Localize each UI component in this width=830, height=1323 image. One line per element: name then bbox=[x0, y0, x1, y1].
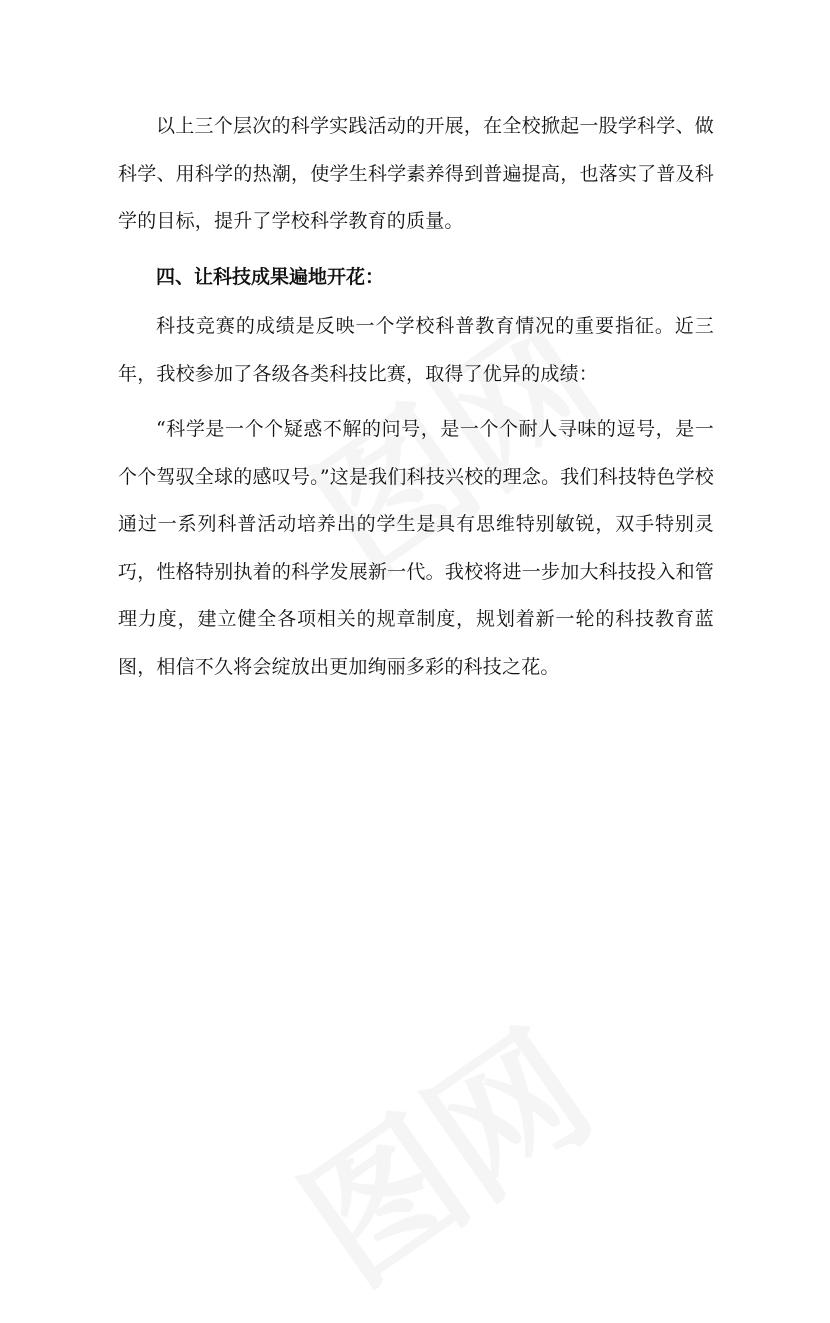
paragraph-philosophy: “科学是一个个疑惑不解的问号，是一个个耐人寻味的逗号，是一个个驾驭全球的感叹号。”这是我们科技兴校的理念。我们科技特色学校通过一系列科普活动培养出的学生是具有思维特别敏锐，双手特别灵巧，性格特别执着的科学发展新一代。我校将进一步加大科技投入和管理力度，建立健全各项相关的规章制度，规划着新一轮的科技教育蓝图，相信不久将会绽放出更加绚丽多彩的科技之花。 bbox=[118, 418, 714, 678]
paragraph-competition: 科技竞赛的成绩是反映一个学校科普教育情况的重要指征。近三年，我校参加了各级各类科技比赛，取得了优异的成绩： bbox=[118, 315, 714, 385]
document-body bbox=[118, 103, 714, 699]
section-heading: 四、让科技成果遍地开花： bbox=[156, 265, 385, 288]
watermark bbox=[255, 973, 625, 1322]
paragraph-summary: 以上三个层次的科学实践活动的开展，在全校掀起一股学科学、做科学、用科学的热潮，使学生科学素养得到普遍提高，也落实了普及科学的目标，提升了学校科学教育的质量。 bbox=[118, 115, 714, 232]
